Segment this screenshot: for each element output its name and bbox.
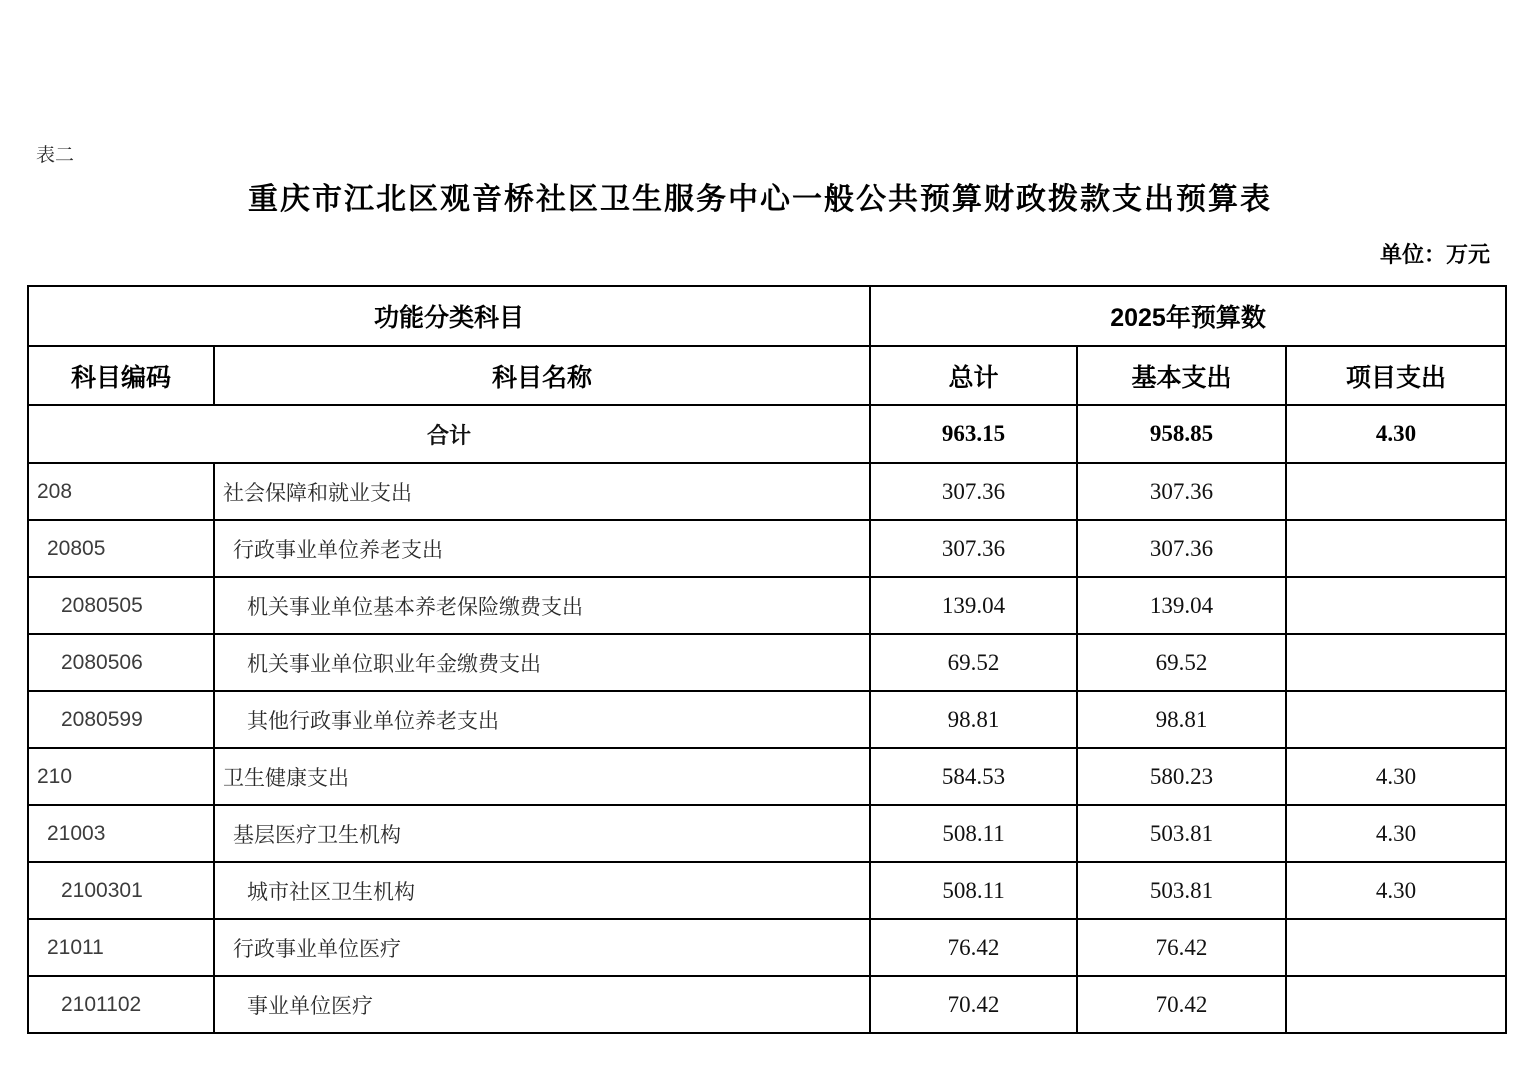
page-title: 重庆市江北区观音桥社区卫生服务中心一般公共预算财政拨款支出预算表 — [248, 183, 1272, 216]
budget-table — [27, 285, 1507, 1034]
total-cell: 98.81 — [870, 691, 1077, 748]
table-row — [28, 919, 1506, 976]
subject-name-cell: 事业单位医疗 — [214, 976, 870, 1033]
table-row — [28, 577, 1506, 634]
table-row — [28, 805, 1506, 862]
basic-expense-cell: 307.36 — [1077, 463, 1286, 520]
header-subject-code: 科目编码 — [28, 346, 214, 405]
subject-name-cell: 卫生健康支出 — [214, 748, 870, 805]
table-row — [28, 463, 1506, 520]
subject-name-cell: 城市社区卫生机构 — [214, 862, 870, 919]
table-row — [28, 520, 1506, 577]
table-row — [28, 691, 1506, 748]
project-expense-cell: 4.30 — [1286, 862, 1506, 919]
total-cell: 307.36 — [870, 463, 1077, 520]
grand-total-basic: 958.85 — [1077, 405, 1286, 463]
basic-expense-cell: 76.42 — [1077, 919, 1286, 976]
project-expense-cell — [1286, 520, 1506, 577]
unit-note: 单位：万元 — [1379, 242, 1490, 267]
total-cell: 69.52 — [870, 634, 1077, 691]
subject-code-cell: 2080506 — [28, 634, 214, 691]
grand-total-total: 963.15 — [870, 405, 1077, 463]
project-expense-cell — [1286, 976, 1506, 1033]
subject-name-cell: 机关事业单位基本养老保险缴费支出 — [214, 577, 870, 634]
project-expense-cell — [1286, 691, 1506, 748]
basic-expense-cell: 307.36 — [1077, 520, 1286, 577]
table-number-label: 表二 — [36, 145, 75, 166]
header-budget-2025: 2025年预算数 — [870, 286, 1506, 346]
project-expense-cell — [1286, 577, 1506, 634]
subject-name-cell: 基层医疗卫生机构 — [214, 805, 870, 862]
header-columns-row — [28, 346, 1506, 405]
table-row — [28, 976, 1506, 1033]
subject-name-cell: 机关事业单位职业年金缴费支出 — [214, 634, 870, 691]
header-project-expense: 项目支出 — [1286, 346, 1506, 405]
total-cell: 139.04 — [870, 577, 1077, 634]
header-basic-expense: 基本支出 — [1077, 346, 1286, 405]
total-cell: 508.11 — [870, 805, 1077, 862]
table-row — [28, 748, 1506, 805]
subject-code-cell: 208 — [28, 463, 214, 520]
basic-expense-cell: 503.81 — [1077, 862, 1286, 919]
header-subject-name: 科目名称 — [214, 346, 870, 405]
table-row — [28, 634, 1506, 691]
subject-code-cell: 20805 — [28, 520, 214, 577]
subject-name-cell: 其他行政事业单位养老支出 — [214, 691, 870, 748]
total-cell: 508.11 — [870, 862, 1077, 919]
subject-code-cell: 2101102 — [28, 976, 214, 1033]
subject-code-cell: 21003 — [28, 805, 214, 862]
header-group-row — [28, 286, 1506, 346]
subject-name-cell: 行政事业单位养老支出 — [214, 520, 870, 577]
project-expense-cell — [1286, 919, 1506, 976]
subject-code-cell: 2080599 — [28, 691, 214, 748]
basic-expense-cell: 70.42 — [1077, 976, 1286, 1033]
project-expense-cell — [1286, 463, 1506, 520]
project-expense-cell: 4.30 — [1286, 805, 1506, 862]
header-total: 总计 — [870, 346, 1077, 405]
total-cell: 307.36 — [870, 520, 1077, 577]
basic-expense-cell: 580.23 — [1077, 748, 1286, 805]
subject-code-cell: 210 — [28, 748, 214, 805]
subject-code-cell: 21011 — [28, 919, 214, 976]
subject-code-cell: 2080505 — [28, 577, 214, 634]
total-cell: 584.53 — [870, 748, 1077, 805]
table-body — [28, 463, 1506, 1033]
basic-expense-cell: 69.52 — [1077, 634, 1286, 691]
table-row — [28, 862, 1506, 919]
subject-name-cell: 社会保障和就业支出 — [214, 463, 870, 520]
subject-name-cell: 行政事业单位医疗 — [214, 919, 870, 976]
subject-code-cell: 2100301 — [28, 862, 214, 919]
basic-expense-cell: 98.81 — [1077, 691, 1286, 748]
grand-total-label: 合计 — [28, 405, 870, 463]
table-header-section — [28, 286, 1506, 463]
grand-total-project: 4.30 — [1286, 405, 1506, 463]
grand-total-row — [28, 405, 1506, 463]
basic-expense-cell: 503.81 — [1077, 805, 1286, 862]
project-expense-cell: 4.30 — [1286, 748, 1506, 805]
project-expense-cell — [1286, 634, 1506, 691]
header-function-category: 功能分类科目 — [28, 286, 870, 346]
basic-expense-cell: 139.04 — [1077, 577, 1286, 634]
total-cell: 70.42 — [870, 976, 1077, 1033]
total-cell: 76.42 — [870, 919, 1077, 976]
